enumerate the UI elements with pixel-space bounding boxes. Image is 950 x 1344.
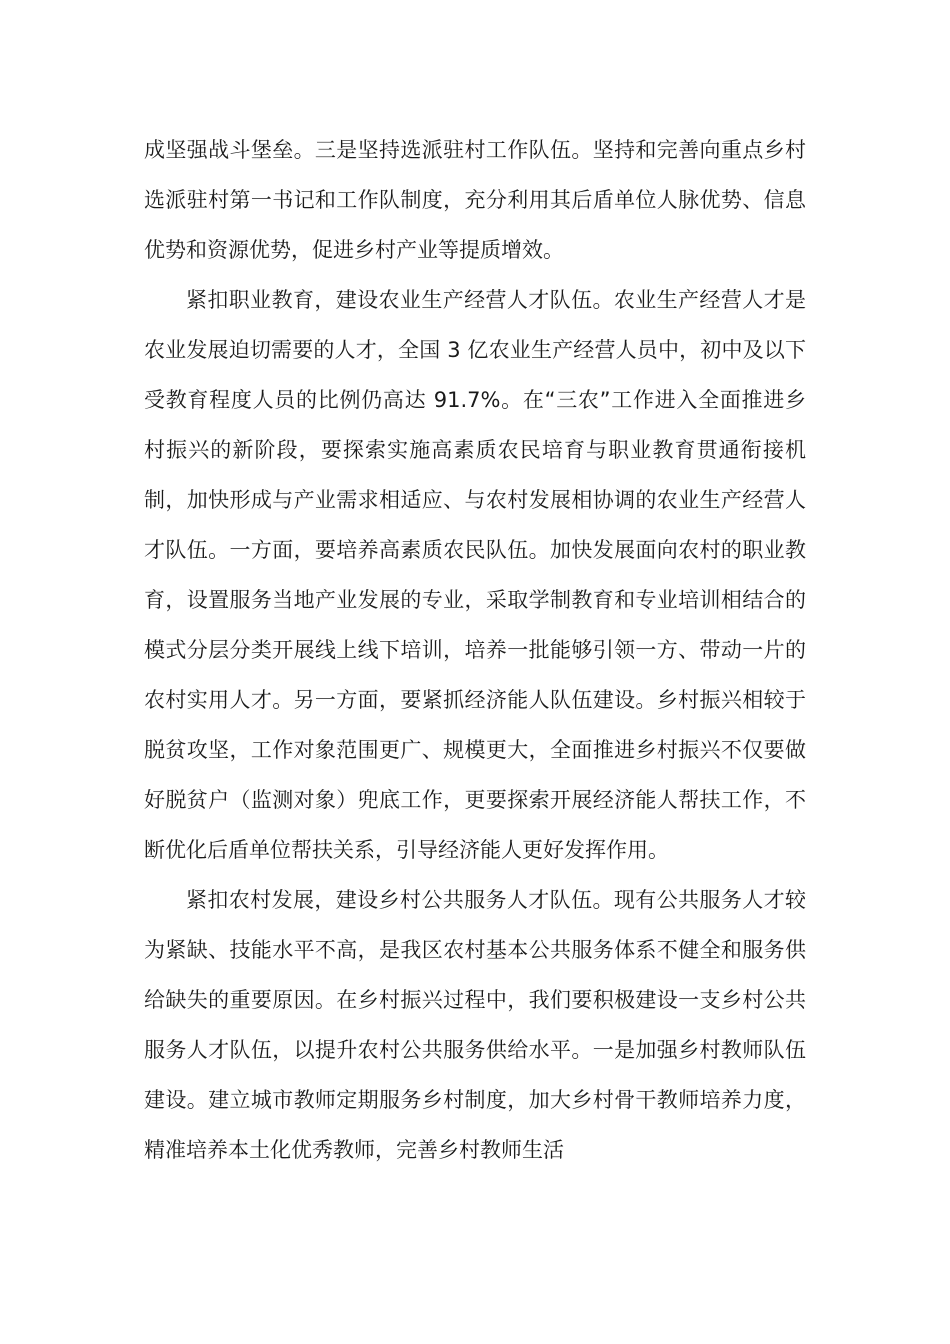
document-body <box>144 125 806 1175</box>
paragraph-1: 成坚强战斗堡垒。三是坚持选派驻村工作队伍。坚持和完善向重点乡村选派驻村第一书记和工作队制度，充分利用其后盾单位人脉优势、信息优势和资源优势，促进乡村产业等提质增效。 <box>144 138 806 262</box>
paragraph-3: 紧扣农村发展，建设乡村公共服务人才队伍。现有公共服务人才较为紧缺、技能水平不高，是我区农村基本公共服务体系不健全和服务供给缺失的重要原因。在乡村振兴过程中，我们要积极建设一支乡村公共服务人才队伍，以提升农村公共服务供给水平。一是加强乡村教师队伍建设。建立城市教师定期服务乡村制度，加大乡村骨干教师培养力度，精准培养本土化优秀教师，完善乡村教师生活 <box>144 888 806 1162</box>
paragraph-2: 紧扣职业教育，建设农业生产经营人才队伍。农业生产经营人才是农业发展迫切需要的人才，全国 3 亿农业生产经营人员中，初中及以下受教育程度人员的比例仍高达 91.7%。在“三农”工作进入全面推进乡村振兴的新阶段，要探索实施高素质农民培育与职业教育贯通衔接机制，加快形成与产业需求相适应、与农村发展相协调的农业生产经营人才队伍。一方面，要培养高素质农民队伍。加快发展面向农村的职业教育，设置服务当地产业发展的专业，采取学制教育和专业培训相结合的模式分层分类开展线上线下培训，培养一批能够引领一方、带动一片的农村实用人才。另一方面，要紧抓经济能人队伍建设。乡村振兴相较于脱贫攻坚，工作对象范围更广、规模更大，全面推进乡村振兴不仅要做好脱贫户（监测对象）兜底工作，更要探索开展经济能人帮扶工作，不断优化后盾单位帮扶关系，引导经济能人更好发挥作用。 <box>144 288 806 862</box>
